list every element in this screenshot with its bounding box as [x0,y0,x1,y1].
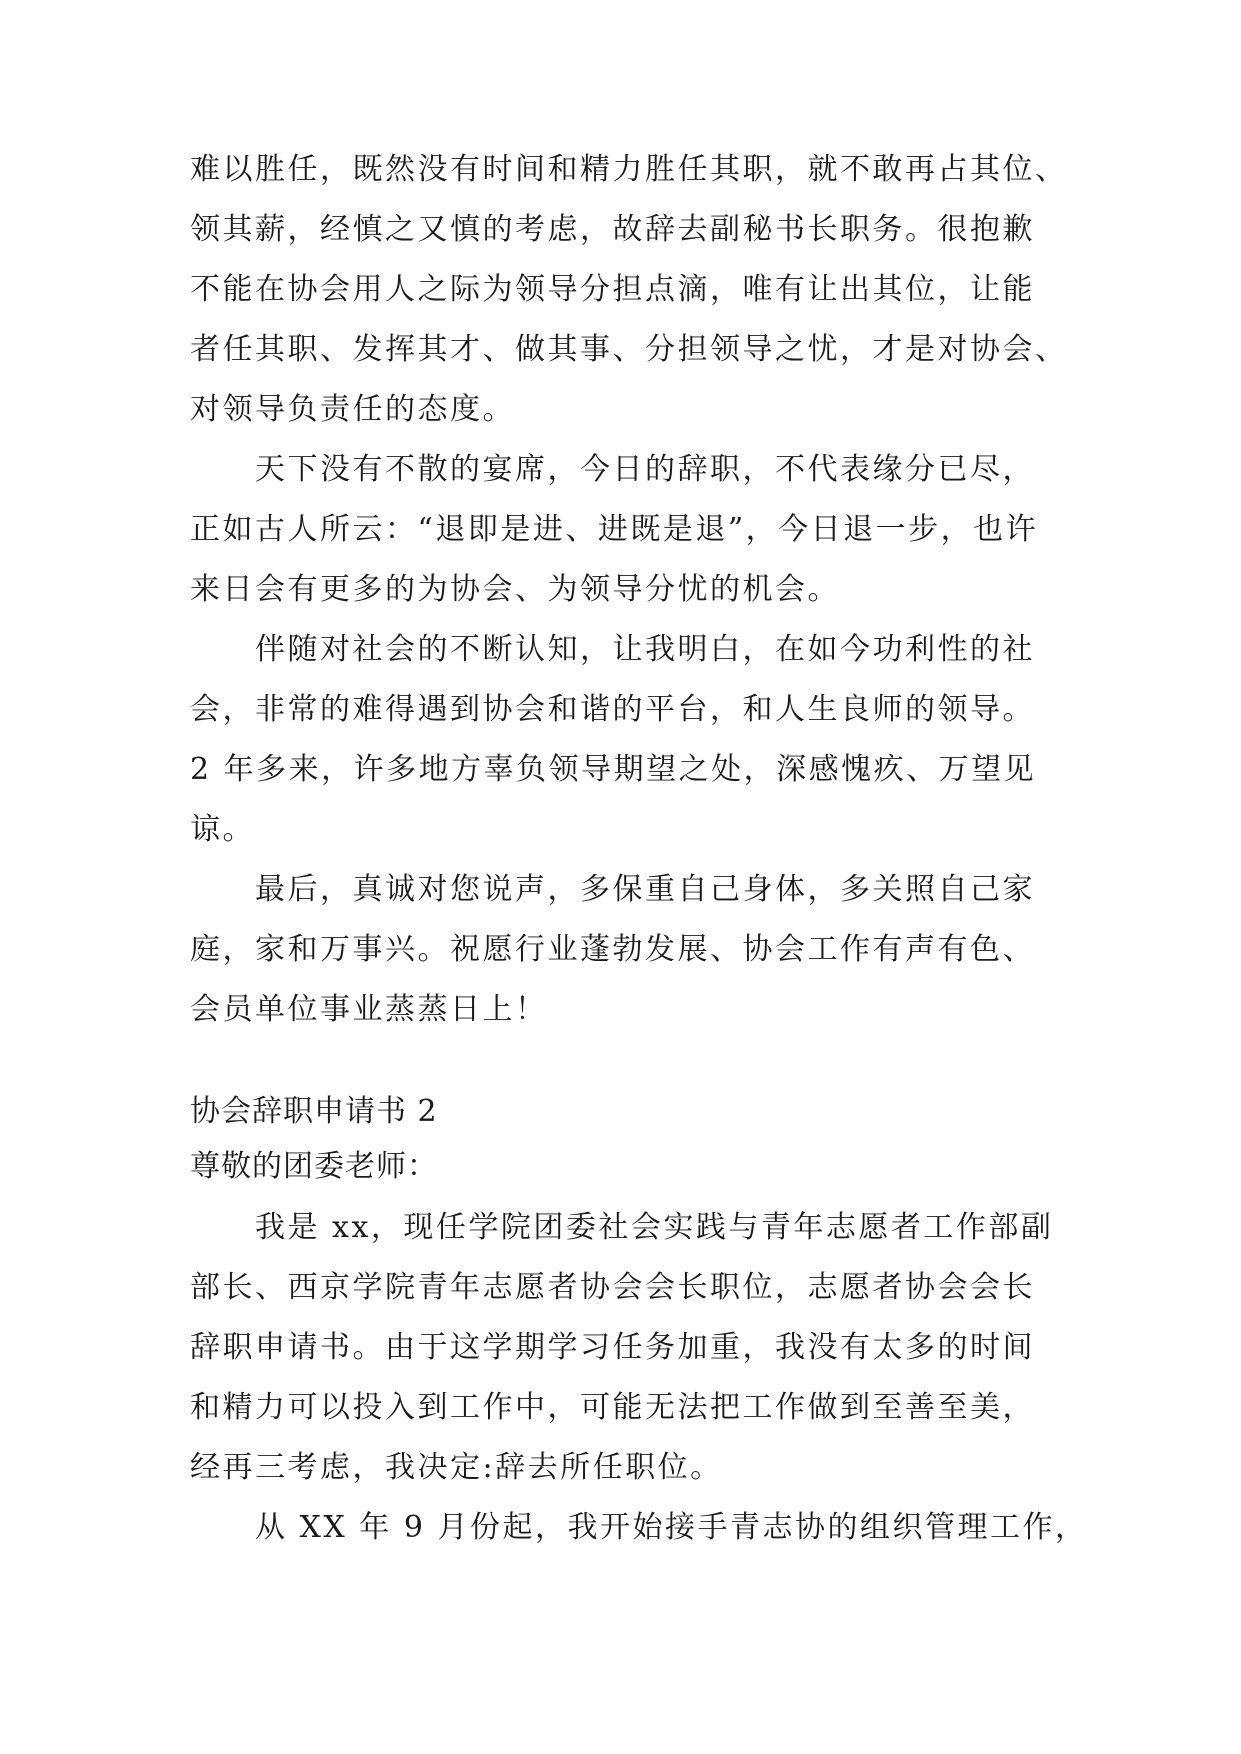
paragraph-1-line-1: 难以胜任，既然没有时间和精力胜任其职，就不敢再占其位、 [190,152,1068,187]
paragraph-5-line-1: 我是 xx，现任学院团委社会实践与青年志愿者工作部副 [255,1210,1054,1245]
paragraph-2-line-2: 正如古人所云：“退即是进、进既是退”，今日退一步，也许 [190,512,1039,547]
paragraph-4-line-2: 庭，家和万事兴。祝愿行业蓬勃发展、协会工作有声有色、 [190,932,1035,967]
paragraph-1-line-3: 不能在协会用人之际为领导分担点滴，唯有让出其位，让能 [190,272,1035,307]
paragraph-5-line-5: 经再三考虑，我决定:辞去所任职位。 [190,1450,723,1485]
paragraph-3-line-3: 2 年多来，许多地方辜负领导期望之处，深感愧疚、万望见 [190,752,1037,787]
paragraph-1-line-5: 对领导负责任的态度。 [190,392,515,427]
paragraph-2-line-1: 天下没有不散的宴席，今日的辞职，不代表缘分已尽， [255,452,1035,487]
salutation: 尊敬的团委老师： [190,1149,438,1184]
paragraph-6-line-1: 从 XX 年 9 月份起，我开始接手青志协的组织管理工作， [255,1510,1088,1545]
paragraph-2-line-3: 来日会有更多的为协会、为领导分忧的机会。 [190,572,840,607]
paragraph-4-line-3: 会员单位事业蒸蒸日上！ [190,992,548,1027]
paragraph-3-line-4: 谅。 [190,812,255,847]
paragraph-1-line-4: 者任其职、发挥其才、做其事、分担领导之忧，才是对协会、 [190,332,1068,367]
paragraph-5-line-4: 和精力可以投入到工作中，可能无法把工作做到至善至美， [190,1390,1035,1425]
paragraph-5-line-3: 辞职申请书。由于这学期学习任务加重，我没有太多的时间 [190,1330,1035,1365]
paragraph-1-line-2: 领其薪，经慎之又慎的考虑，故辞去副秘书长职务。很抱歉 [190,212,1035,247]
paragraph-3-line-1: 伴随对社会的不断认知，让我明白，在如今功利性的社 [255,632,1035,667]
section-heading: 协会辞职申请书 2 [190,1094,438,1129]
paragraph-5-line-2: 部长、西京学院青年志愿者协会会长职位，志愿者协会会长 [190,1270,1035,1305]
paragraph-3-line-2: 会，非常的难得遇到协会和谐的平台，和人生良师的领导。 [190,692,1035,727]
paragraph-4-line-1: 最后，真诚对您说声，多保重自己身体，多关照自己家 [255,872,1035,907]
